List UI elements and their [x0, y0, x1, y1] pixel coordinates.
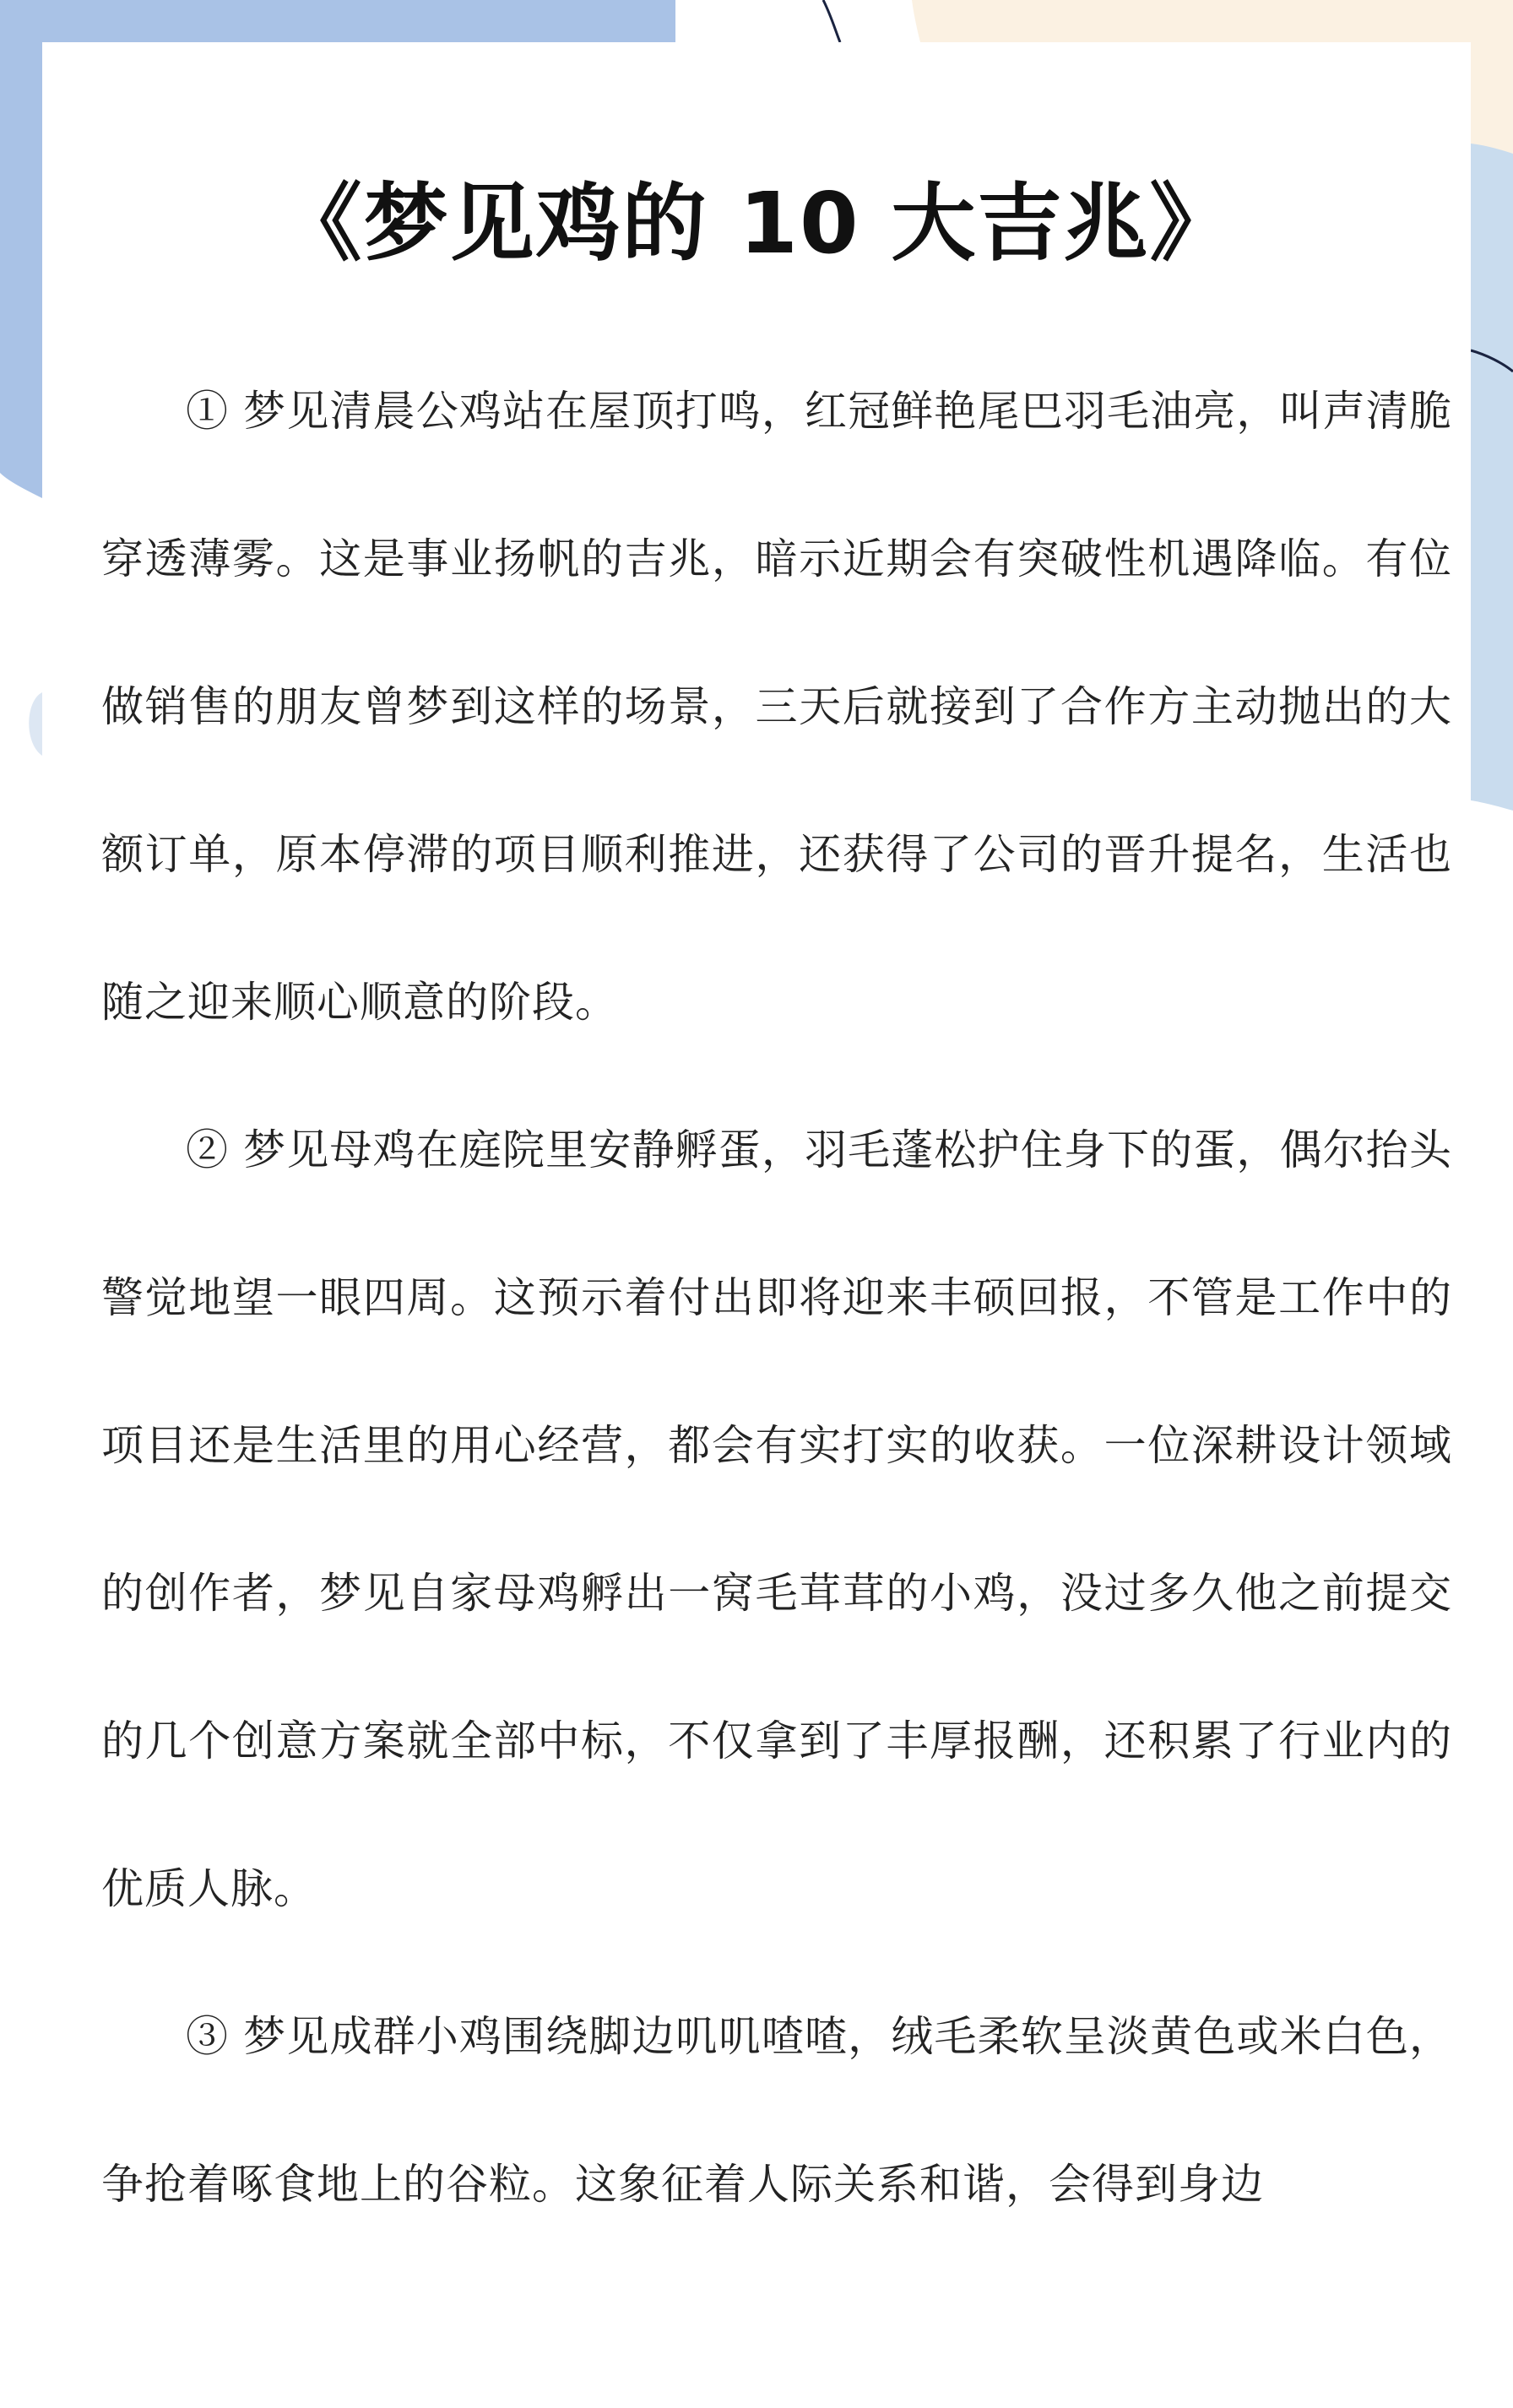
- paragraph-2: ② 梦见母鸡在庭院里安静孵蛋，羽毛蓬松护住身下的蛋，偶尔抬头警觉地望一眼四周。这预示着付出即将迎来丰硕回报，不管是工作中的项目还是生活里的用心经营，都会有实打实的收获。一位深耕设计领域的创作者，梦见自家母鸡孵出一窝毛茸茸的小鸡，没过多久他之前提交的几个创意方案就全部中标，不仅拿到了丰厚报酬，还积累了行业内的优质人脉。: [101, 1125, 1452, 1913]
- article-card: [42, 42, 1471, 2408]
- page-title: 《梦见鸡的 10 大吉兆》: [277, 174, 1236, 273]
- lightblue-shape-right: [1471, 144, 1513, 811]
- article-body: [101, 338, 1452, 2259]
- paragraph-1: ① 梦见清晨公鸡站在屋顶打鸣，红冠鲜艳尾巴羽毛油亮，叫声清脆穿透薄雾。这是事业扬帆的吉兆，暗示近期会有突破性机遇降临。有位做销售的朋友曾梦到这样的场景，三天后就接到了合作方主动抛出的大额订单，原本停滞的项目顺利推进，还获得了公司的晋升提名，生活也随之迎来顺心顺意的阶段。: [101, 387, 1452, 1027]
- paragraph-3: ③ 梦见成群小鸡围绕脚边叽叽喳喳，绒毛柔软呈淡黄色或米白色，争抢着啄食地上的谷粒。这象征着人际关系和谐，会得到身边: [101, 2012, 1452, 2209]
